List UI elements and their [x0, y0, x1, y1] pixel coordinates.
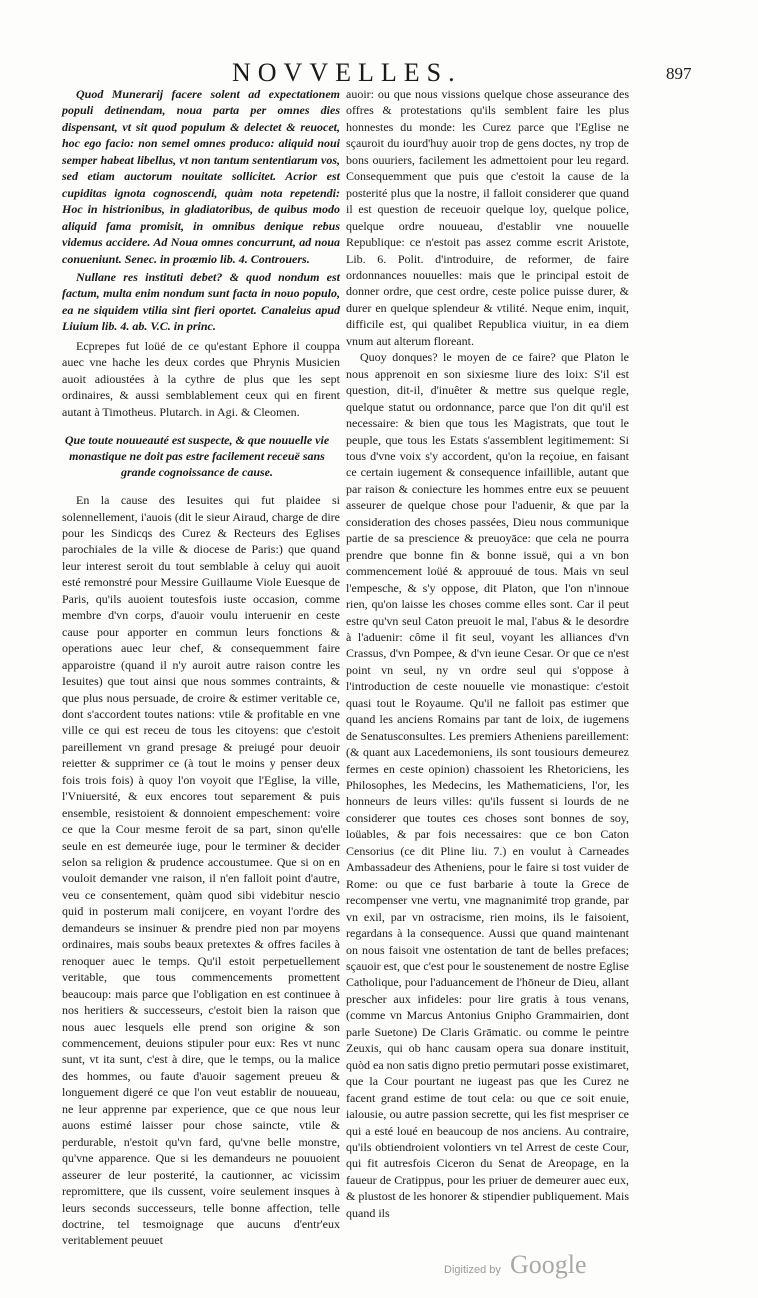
right-column: [346, 86, 629, 1221]
page-number: 897: [666, 64, 692, 83]
latin-quote-livy: Nullane res instituti debet? & quod nondum est factum, multa enim nondum sunt facta in nouo populo, ea ne siquidem vtilia sint fieri oportet. Canaleius apud Liuium lib. 4. ab. V.C. in princ.: [62, 269, 340, 334]
running-title: NOVVELLES.: [232, 58, 462, 87]
digitized-by-label: Digitized by: [444, 1264, 501, 1276]
section-heading-line1: Que toute nouueauté est suspecte, & que nouuelle vie monastique ne doit pas estre facilement receuë sans: [64, 433, 330, 464]
left-column: [62, 86, 340, 1249]
paragraph-platon: Quoy donques? le moyen de ce faire? que Platon le nous apprenoit en son sixiesme liure des loix: S'il est question, dit-il, d'inuêter & mettre sus quelque regle, quelque statut ou ordonnance, parce que l'on dit qu'il est necessaire: & bien que tous les Magistrats, que tout le peuple, que tous les Estats s'assemblent legitimement: Si tous d'vne voix s'y accordent, qu'on la reçoiue, en faisant ce certain iugement & consequence infaillible, autant que par raison & coniecture les hommes entre eux se peuuent asseurer de quelque chose pour l'aduenir, & que par la consideration des choses passées, Dieu nous communique partie de sa prescience & preuoyāce: que cela ne pourra prendre que bonne fin & bonne issuë, qui a vn bon commencement loüé & approuué de tous. Mais vn seul l'empesche, & s'y oppose, dit Platon, que l'on n'innoue rien, qu'on laisse les choses comme elles sont. Car il peut estre qu'vn seul Caton preuoit le mal, l'abus & le desordre à l'aduenir: côme il fit seul, voyant les alliances d'vn Crassus, d'vn Pompee, & d'vn ieune Cesar. Or que ce n'est point vn seul, ny vn ordre seul qui s'oppose à l'introduction de ceste nouuelle vie monastique: c'estoit quasi tout le Royaume. Qu'il ne falloit pas estimer que quand les anciens Romains par tant de loix, de iugemens de Senatusconsultes. Les premiers Atheniens pareillement: (& quant aux Lacedemoniens, ils sont tousiours demeurez fermes en ceste opinion) chassoient les Rhetoriciens, les Philosophes, les Medecins, les Mathematiciens, l'or, les honneurs de leurs villes: qu'ils fussent si lourds de ne considerer que toutes ces choses sont bonnes de soy, loüables, & par fois necessaires: que ce bon Caton Censorius (ce dit Pline liu. 7.) en voulut à Carneades Ambassadeur des Atheniens, pour le faire si tost vuider de Rome: ou que ce fust barbarie à toute la Grece de recompenser vne vertu, vne magnanimité trop grande, par vn exil, par vn ostracisme, rien moins, ils le faisoient, regardans à la consequence. Aussi que quand maintenant on nous faisoit vne ostentation de tant de belles prefaces; sçauoir est, que c'est pour le soustenement de nostre Eglise Catholique, pour l'aduancement de l'hōneur de Dieu, allant prescher aux infideles: pour lire gratis à tous venans, (comme vn Marcus Antonius Gnipho Grammairien, dont parle Suetone) De Claris Grāmatic. ou comme le peintre Zeuxis, qui ob hanc causam opera sua donare instituit, quòd ea non satis digno pretio permutari posse existimaret, que la Cour pourtant ne iugeast pas que les Curez ne facent grand estime de tout cela: ou que ce soit enuie, ialousie, ou autre passion secrette, qui les fist mespriser ce qui a esté loué en beaucoup de nos anciens. Au contraire, qu'ils obtiendroient volontiers vn tel Arrest de ceste Cour, qui fit autresfois Ciceron du Senat de Areopage, en la faueur de Cratippus, pour les priuer de demeurer auec eux, & plustost de les honorer & stipendier publiquement. Mais quand ils: [346, 350, 629, 1220]
paragraph-jesuites: En la cause des Iesuites qui fut plaidee si solennellement, i'auois (dit le sieur Airaud, charge de dire pour les Sindicqs des Curez & Recteurs des Eglises parochiales de la ville & diocese de Paris:) que quand leur interest seroit du tout semblable à celuy qui auoit esté remonstré pour Messire Guillaume Viole Euesque de Paris, qu'ils auoient toutesfois iuste occasion, comme membre d'vn corps, d'auoir voulu interuenir en ceste cause pour apporter en commun leurs fonctions & operations auec leur chef, & consequemment faire apparoistre (quand il n'y auroit autre raison contre les Iesuites) que tout ainsi que nous sommes contraints, & que plus nous persuade, de croire & estimer veritable ce, dont s'accordent toutes nations: vtile & profitable en vne ville ce qui est receu de tous les citoyens: que c'estoit pareillement vn grand presage & preiugé pour deuoir reietter & supprimer ce (à tout le moins y penser deux fois trois fois) à quoy l'on voyoit que l'Eglise, la ville, l'Vniuersité, & eux encores tout separement & puis ensemble, resistoient & donnoient empeschement: voire ce que la Cour mesme feroit de sa part, sinon qu'elle seule en est demeurée iuge, pour le terminer & decider selon sa religion & prudence accoustumee. Que si on en vouloit demander vne raison, il n'en falloit point d'autre, veu ce consentement, quàm quod sibi videbitur nescio quid in posterum mali conijcere, en voyant l'ordre des demandeurs se insinuer & prendre pied non par moyens ordinaires, mais soubs beaux pretextes & offres faciles à renoquer auec le temps. Qu'il estoit perpetuellement veritable, que tous commencements promettent beaucoup: mais parce que l'obligation en est continuee à nos heritiers & successeurs, c'estoit bien la raison que nous auec lesquels elle prend son origine & son commencement, deuions stipuler pour eux: Res vt nunc sunt, vt ita sunt, c'est à dire, que le temps, ou la malice des hommes, ou faute d'auoir sagement preueu & longuement digeré ce que l'on veut establir de nouueau, ne leur apprenne par experience, que ce que nous leur auons estimé laisser pour chose saincte, vtile & perdurable, n'estoit qu'vn fard, qu'vne belle monstre, qu'vne apparence. Que si les demandeurs ne pouuoient asseurer de leur posterité, la cautionner, ac vicissim repromittere, que ils cussent, voire seulement insques à leurs seconds successeurs, telle bonne affection, telle doctrine, tel tesmoignage que aucuns d'entr'eux veritablement peuuet: [62, 493, 340, 1248]
google-logo: Google: [510, 1250, 587, 1279]
digitization-watermark: [444, 1250, 614, 1282]
section-heading: [62, 432, 332, 480]
paragraph-continuation: auoir: ou que nous vissions quelque chose asseurance des offres & protestations qu'ils semblent faire les plus honnestes du monde: les Curez parce que l'Eglise ne sçauroit du iourd'huy auoir trop de gens doctes, ny trop de bons ouuriers, facilement les admettoient pour leu regard. Consequemment que puis que c'estoit la cause de la posterité plus que la nostre, il falloit considerer que quand il est question de receuoir quelque loy, quelque police, quelque ordre nouueau, d'establir vne nouuelle Republique: ce n'estoit pas assez comme escrit Aristote, Lib. 6. Polit. d'introduire, de reformer, de faire ordonnances nouuelles: mais que le principal estoit de donner ordre, que cest ordre, ceste police puisse durer, & durer en quelque splendeur & vtilité. Neque enim, inquit, difficile est, qui qualibet Republica viuitur, in ea diem vnum aut alterum floreant.: [346, 87, 629, 348]
paragraph-ecprepes: Ecprepes fut loüé de ce qu'estant Ephore il couppa auec vne hache les deux cordes que Phrynis Musicien auoit adioustées à la cythre de plus que les sept ordinaires, & aussi semblablement ceux qui en firent autant à Timotheus. Plutarch. in Agi. & Cleomen.: [62, 338, 340, 419]
latin-quote-seneca: Quod Munerarij facere solent ad expectationem populi detinendam, noua parta per omnes dies dispensant, vt sit quod populum & delectet & reuocet, hoc ego facio: non semel omnes produco: aliquid noui semper habeat libellus, vt non tantum sententiarum vos, sed etiam auctorum nouitate sollicitet. Acrior est cupiditas ignota cognoscendi, quàm nota repetendi: Hoc in histrionibus, in gladiatoribus, de quibus modo aliquid fama promisit, in omnibus denique rebus videmus accidere. Ad Noua omnes concurrunt, ad noua conueniunt. Senec. in proœmio lib. 4. Controuers.: [62, 87, 340, 266]
section-heading-line2: grande cognoissance de cause.: [121, 465, 273, 480]
